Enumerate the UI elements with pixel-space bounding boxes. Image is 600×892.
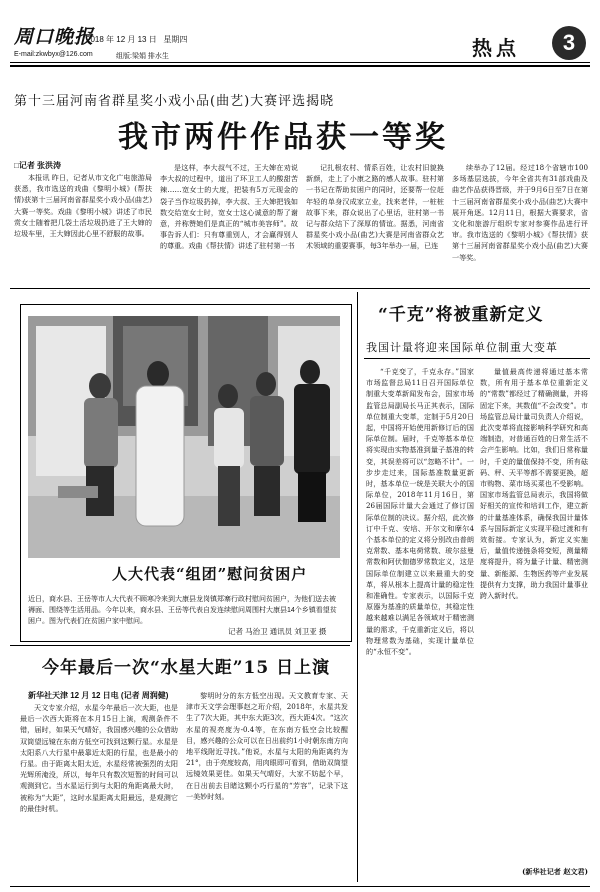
photo-credit: 记者 马治卫 通讯员 刘卫亚 摄 [228,627,327,636]
lead-kicker: 第十三届河南省群星奖小戏小品(曲艺)大赛评选揭晓 [14,94,335,109]
lead-bottom-rule [10,288,590,289]
visit-photo-illustration [28,316,340,558]
news-photo [28,316,340,558]
editor-credits: 组版:梁娟 排水生 [116,53,169,60]
date-text: 2018 年 12 月 13 日 [86,35,157,44]
mars-top-rule [10,645,350,646]
newspaper-logo: 周口晚报 [14,26,95,48]
weekday-text: 星期四 [163,35,188,44]
page-number-badge: 3 [552,26,586,60]
section-title: 热点 [472,36,520,60]
lead-column-1: 本报讯 昨日，记者从市文化广电旅游局获悉，我市选送的戏曲《黎明小城》(帮扶情)获第十三届河南省群星奖小戏小品(曲艺)大赛一等奖。戏曲《黎明小城》讲述了市民赏女士随着把几袋土活垃圾扔进了王大婶的垃圾车里，王大婶因此心里不舒服的故事。 [14,173,152,239]
masthead-divider-thick [10,65,590,67]
mercury-byline: 新华社天津 12 月 12 日电 (记者 周润健) [28,691,169,700]
mercury-column-2: 黎明时分的东方低空出现。天文教育专家、天津市天文学会理事赵之珩介绍，2018年，水星共发生了7次大距，其中东大距3次，西大距4次。“这次水星的视亮度为-0.4等，在东南方低空会比较醒目，感兴趣的公众可以在日出前约1小时朝东南方向地平线附近寻找。”他说，水星与太阳的角距离约为21°，由于亮度较高，用肉眼即可看到，借助双筒望远镜效果更佳。如果天气晴好，大家不妨起个早，在日出前去目睹这颗小巧行星的“芳容”，记录下这一美妙时刻。 [186,691,348,801]
kilogram-column-1: “千克变了，千克永存。”国家市场监督总局11日召开国际单位制重大变革新闻发布会，国家市场监管总局副局长马正其表示，国际单位制重大变革，定制于5月20日起，中国将开始使用新修订后的国际单位制。届时，千克等基本单位将实现由实物基准到量子基准的转变，其误差将可以“忽略不计”。一步步走过来，国际基准数量更新时，基本单位一统是关联大小的国际单位，2018年11月16日，第26届国际计量大会通过了修订国际单位制的决议。据介绍，此次修订中千克、安培、开尔文和摩尔4个基本单位的定义将分别改由普朗克常数、基本电荷常数、玻尔兹曼常数和阿伏伽德罗常数定义，这是国际单位制建立以来最重大的变革，将从根本上提高计量的稳定性和准确性。专家表示，以国际千克原器为基准的质量单位，其稳定性越来越难以满足各领域对于精密测量的需求，千克重新定义后，将以物理常数为基础，实现计量单位的“永恒不变”。 [366,367,474,657]
lead-byline: □记者 张洪涛 [14,161,62,170]
lead-column-3: 记扎根农村、情系百姓，让农村旧貌换新颜，走上了小康之路的感人故事。驻村第一书记在帮助贫困户的同时，还要帮一位赶年轻的单身汉成家立业，找来老伴，一桩桩故事下来，群众说出了心里话，驻村第一书记与群众结下了深厚的情谊。据悉，河南省群星奖小戏小品(曲艺)大赛是河南省群众艺术领域的重要赛事，每3年举办一届，已连 [306,163,444,251]
photo-story-title: 人大代表“组团”慰问贫困户 [112,565,308,583]
issue-date [86,34,187,45]
kilogram-subhead-rule [364,358,590,359]
masthead-divider [10,62,590,63]
mercury-column-1: 天文专家介绍，水星今年最后一次大距，也是最后一次西大距将在本月15日上演，观测条件不错，届时，如果天气晴好，我国感兴趣的公众借助双筒望远镜在东南方低空可找到这颗行星。水星是太阳系八大行星中最靠近太阳的行星，也是最小的行星。由于距离太阳太近，水星经常被强烈的太阳光辉所淹没，所以，每年只有数次短暂的时间可以观测到它。当水星运行到与太阳的角距离最大时，被称为“大距”，这时水星距离太阳最远，是观测它的最佳时机。 [20,703,178,813]
email-address: E-mail:zkwbyx@126.com [14,51,93,58]
kilogram-column-2: 量值最高传递将通过基本常数，所有用于基本单位重新定义的“常数”都经过了精确测量，并将固定下来，其数值“不会改变”。市场监管总局计量司负责人介绍说，此次变革将直接影响科学研究和高端制造，对普通百姓的日常生活不会产生影响。比如，我们日常称量时，千克的量值保持不变，所有砝码、秤、天平等都不需要更换，超市购物、菜市场买菜也不受影响。国家市场监管总局表示，我国将做好相关的宣传和培训工作，建立新的计量基准体系，确保我国计量体系与国际新定义实现平稳过渡和有效衔接。专家认为，新定义实施后，量值传递链条将变短，测量精度将提升，将为量子计量、精密测量、新能源、生物医药等产业发展提供有力支撑，助力我国计量事业跨入新时代。 [480,367,588,601]
page-bottom-rule [10,886,590,887]
photo-caption: 近日，商水县、王岳等市人大代表不顾寒冷来到大康县龙岗镇郑寨行政村慰问贫困户，为他们送去被褥面、围绕等生活用品。今年以来，商水县、王岳等代表自发连续慰问周围村大康县14个乡镇看望贫困户。图为代表们在贫困户家中慰问。 [28,596,337,625]
lead-headline: 我市两件作品获一等奖 [118,120,448,155]
lead-column-2: 是这样，李大叔气不过，王大婶在劝说李大叔的过程中，道出了环卫工人的酸甜苦辣……宽女士的大度，把装有5万元现金的袋子当作垃圾扔掉，李大叔、王大婶把钱如数交给宽女士时，宽女士这心诚意的帮了谢意，并称赞她们是真正的“城市美容师”。故事告诉人们：只有尊重别人，才会赢得别人的尊重。戏曲《帮扶情》讲述了驻村第一书 [160,163,298,251]
lead-column-4: 续举办了12届。经过18个省辖市100多场基层选拔，今年全省共有31部戏曲及曲艺作品获得晋级，并于9月6日至7日在第十三届河南省群星奖小戏小品(曲艺)大赛中展开角逐。12月11日，根据大赛要求，省文化和旅游厅组织专家对参赛作品进行评审。我市选送的《黎明小城》《帮扶情》获第十三届河南省群星奖小戏小品(曲艺)大赛一等奖。 [452,163,588,262]
kilogram-subhead: 我国计量将迎来国际单位制重大变革 [366,341,558,354]
kilogram-credit: (新华社记者 赵文君) [522,867,588,876]
column-divider [357,292,358,882]
kilogram-headline: “千克”将被重新定义 [378,305,544,325]
mercury-headline: 今年最后一次“水星大距”15 日上演 [42,658,331,678]
